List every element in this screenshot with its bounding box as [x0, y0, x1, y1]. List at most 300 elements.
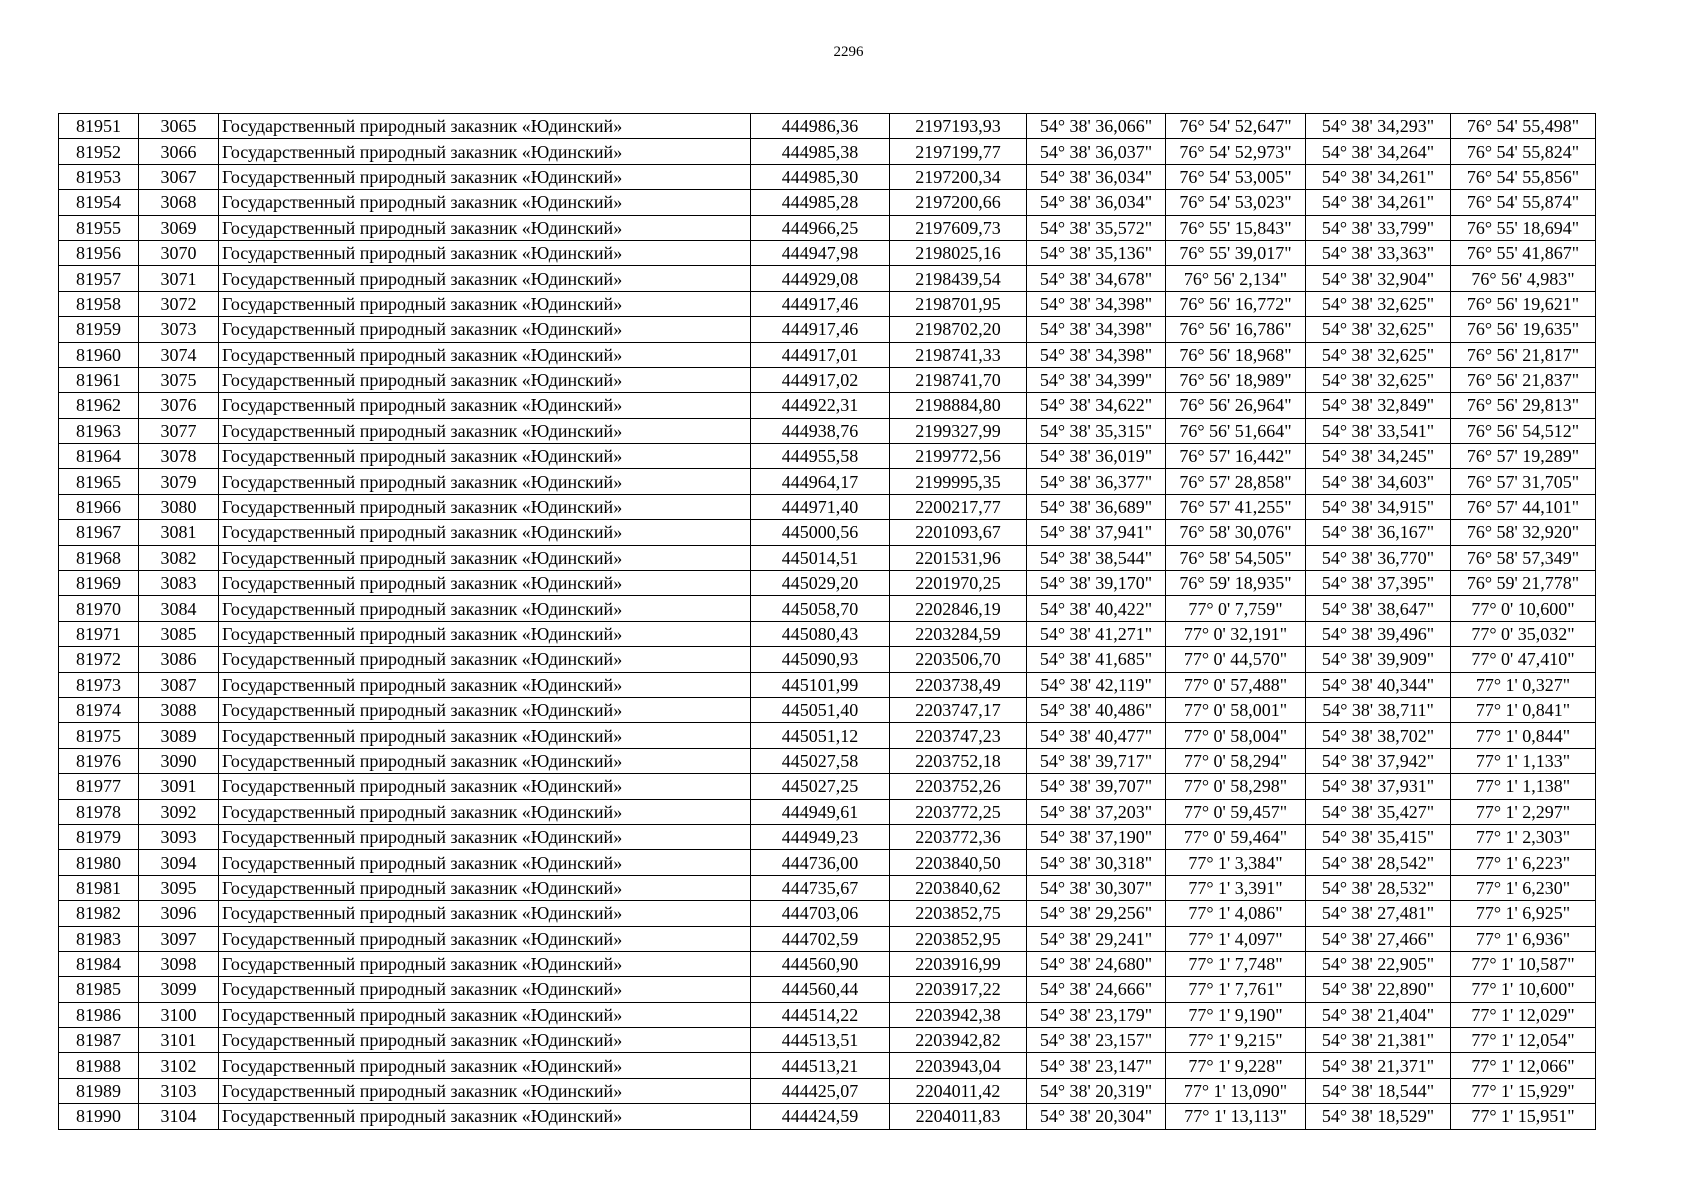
table-row — [59, 444, 1596, 469]
point-number-cell: 3098 — [139, 951, 219, 976]
table-body — [59, 114, 1596, 1130]
y-coordinate-cell: 2203284,59 — [890, 621, 1027, 646]
latitude-cell: 54° 38' 36,034" — [1027, 190, 1166, 215]
longitude-alt-cell: 76° 54' 55,856" — [1451, 164, 1596, 189]
y-coordinate-cell: 2197609,73 — [890, 215, 1027, 240]
y-coordinate-cell: 2199327,99 — [890, 418, 1027, 443]
latitude-alt-cell: 54° 38' 21,404" — [1306, 1002, 1451, 1027]
row-number-cell: 81958 — [59, 291, 139, 316]
longitude-cell: 76° 57' 16,442" — [1166, 444, 1306, 469]
y-coordinate-cell: 2199772,56 — [890, 444, 1027, 469]
latitude-cell: 54° 38' 36,019" — [1027, 444, 1166, 469]
latitude-cell: 54° 38' 24,666" — [1027, 977, 1166, 1002]
longitude-cell: 76° 59' 18,935" — [1166, 571, 1306, 596]
latitude-cell: 54° 38' 35,315" — [1027, 418, 1166, 443]
row-number-cell: 81961 — [59, 367, 139, 392]
latitude-alt-cell: 54° 38' 32,904" — [1306, 266, 1451, 291]
latitude-alt-cell: 54° 38' 34,293" — [1306, 114, 1451, 139]
coordinates-table — [58, 113, 1596, 1130]
longitude-alt-cell: 77° 1' 6,223" — [1451, 850, 1596, 875]
latitude-cell: 54° 38' 36,066" — [1027, 114, 1166, 139]
longitude-cell: 77° 0' 58,294" — [1166, 748, 1306, 773]
point-number-cell: 3103 — [139, 1078, 219, 1103]
point-number-cell: 3071 — [139, 266, 219, 291]
table-row — [59, 571, 1596, 596]
point-number-cell: 3076 — [139, 393, 219, 418]
latitude-cell: 54° 38' 39,717" — [1027, 748, 1166, 773]
x-coordinate-cell: 444560,90 — [751, 951, 890, 976]
table-row — [59, 1002, 1596, 1027]
reserve-name-cell: Государственный природный заказник «Юдинский» — [219, 824, 751, 849]
point-number-cell: 3070 — [139, 240, 219, 265]
longitude-cell: 77° 1' 13,113" — [1166, 1104, 1306, 1129]
latitude-alt-cell: 54° 38' 33,799" — [1306, 215, 1451, 240]
x-coordinate-cell: 444424,59 — [751, 1104, 890, 1129]
reserve-name-cell: Государственный природный заказник «Юдинский» — [219, 215, 751, 240]
point-number-cell: 3066 — [139, 139, 219, 164]
row-number-cell: 81989 — [59, 1078, 139, 1103]
latitude-alt-cell: 54° 38' 32,625" — [1306, 367, 1451, 392]
row-number-cell: 81962 — [59, 393, 139, 418]
y-coordinate-cell: 2198741,33 — [890, 342, 1027, 367]
y-coordinate-cell: 2204011,83 — [890, 1104, 1027, 1129]
reserve-name-cell: Государственный природный заказник «Юдинский» — [219, 139, 751, 164]
reserve-name-cell: Государственный природный заказник «Юдинский» — [219, 164, 751, 189]
longitude-cell: 76° 54' 53,023" — [1166, 190, 1306, 215]
longitude-alt-cell: 76° 57' 31,705" — [1451, 469, 1596, 494]
reserve-name-cell: Государственный природный заказник «Юдинский» — [219, 647, 751, 672]
x-coordinate-cell: 444949,61 — [751, 799, 890, 824]
x-coordinate-cell: 445027,58 — [751, 748, 890, 773]
latitude-alt-cell: 54° 38' 37,942" — [1306, 748, 1451, 773]
x-coordinate-cell: 445080,43 — [751, 621, 890, 646]
y-coordinate-cell: 2203747,17 — [890, 697, 1027, 722]
longitude-cell: 77° 1' 9,215" — [1166, 1028, 1306, 1053]
x-coordinate-cell: 444703,06 — [751, 901, 890, 926]
x-coordinate-cell: 444971,40 — [751, 494, 890, 519]
point-number-cell: 3082 — [139, 545, 219, 570]
longitude-cell: 77° 1' 9,228" — [1166, 1053, 1306, 1078]
row-number-cell: 81981 — [59, 875, 139, 900]
latitude-alt-cell: 54° 38' 34,245" — [1306, 444, 1451, 469]
latitude-alt-cell: 54° 38' 34,915" — [1306, 494, 1451, 519]
longitude-cell: 77° 0' 58,298" — [1166, 774, 1306, 799]
reserve-name-cell: Государственный природный заказник «Юдинский» — [219, 748, 751, 773]
longitude-alt-cell: 77° 1' 6,936" — [1451, 926, 1596, 951]
point-number-cell: 3069 — [139, 215, 219, 240]
point-number-cell: 3101 — [139, 1028, 219, 1053]
point-number-cell: 3099 — [139, 977, 219, 1002]
reserve-name-cell: Государственный природный заказник «Юдинский» — [219, 596, 751, 621]
reserve-name-cell: Государственный природный заказник «Юдинский» — [219, 266, 751, 291]
latitude-cell: 54° 38' 36,037" — [1027, 139, 1166, 164]
latitude-alt-cell: 54° 38' 39,496" — [1306, 621, 1451, 646]
longitude-alt-cell: 77° 1' 0,844" — [1451, 723, 1596, 748]
point-number-cell: 3067 — [139, 164, 219, 189]
row-number-cell: 81978 — [59, 799, 139, 824]
reserve-name-cell: Государственный природный заказник «Юдинский» — [219, 1078, 751, 1103]
x-coordinate-cell: 444985,38 — [751, 139, 890, 164]
longitude-cell: 76° 56' 51,664" — [1166, 418, 1306, 443]
longitude-cell: 77° 1' 9,190" — [1166, 1002, 1306, 1027]
point-number-cell: 3102 — [139, 1053, 219, 1078]
longitude-cell: 76° 54' 53,005" — [1166, 164, 1306, 189]
latitude-cell: 54° 38' 34,622" — [1027, 393, 1166, 418]
y-coordinate-cell: 2203752,18 — [890, 748, 1027, 773]
point-number-cell: 3072 — [139, 291, 219, 316]
longitude-alt-cell: 76° 58' 57,349" — [1451, 545, 1596, 570]
point-number-cell: 3079 — [139, 469, 219, 494]
latitude-cell: 54° 38' 29,241" — [1027, 926, 1166, 951]
latitude-cell: 54° 38' 23,179" — [1027, 1002, 1166, 1027]
x-coordinate-cell: 445051,40 — [751, 697, 890, 722]
y-coordinate-cell: 2198702,20 — [890, 317, 1027, 342]
latitude-cell: 54° 38' 36,377" — [1027, 469, 1166, 494]
y-coordinate-cell: 2198439,54 — [890, 266, 1027, 291]
y-coordinate-cell: 2203772,36 — [890, 824, 1027, 849]
latitude-alt-cell: 54° 38' 18,529" — [1306, 1104, 1451, 1129]
longitude-alt-cell: 76° 59' 21,778" — [1451, 571, 1596, 596]
longitude-alt-cell: 77° 1' 6,230" — [1451, 875, 1596, 900]
point-number-cell: 3093 — [139, 824, 219, 849]
point-number-cell: 3083 — [139, 571, 219, 596]
latitude-cell: 54° 38' 35,136" — [1027, 240, 1166, 265]
table-row — [59, 850, 1596, 875]
reserve-name-cell: Государственный природный заказник «Юдинский» — [219, 342, 751, 367]
table-row — [59, 596, 1596, 621]
latitude-alt-cell: 54° 38' 33,541" — [1306, 418, 1451, 443]
table-row — [59, 824, 1596, 849]
longitude-alt-cell: 76° 55' 18,694" — [1451, 215, 1596, 240]
longitude-cell: 76° 54' 52,973" — [1166, 139, 1306, 164]
table-row — [59, 367, 1596, 392]
longitude-alt-cell: 76° 57' 19,289" — [1451, 444, 1596, 469]
x-coordinate-cell: 445014,51 — [751, 545, 890, 570]
longitude-cell: 77° 0' 32,191" — [1166, 621, 1306, 646]
longitude-alt-cell: 77° 1' 15,929" — [1451, 1078, 1596, 1103]
longitude-cell: 77° 1' 4,086" — [1166, 901, 1306, 926]
point-number-cell: 3065 — [139, 114, 219, 139]
row-number-cell: 81986 — [59, 1002, 139, 1027]
row-number-cell: 81957 — [59, 266, 139, 291]
reserve-name-cell: Государственный природный заказник «Юдинский» — [219, 1053, 751, 1078]
table-row — [59, 494, 1596, 519]
table-row — [59, 748, 1596, 773]
point-number-cell: 3089 — [139, 723, 219, 748]
latitude-alt-cell: 54° 38' 34,264" — [1306, 139, 1451, 164]
y-coordinate-cell: 2204011,42 — [890, 1078, 1027, 1103]
x-coordinate-cell: 444560,44 — [751, 977, 890, 1002]
point-number-cell: 3084 — [139, 596, 219, 621]
latitude-alt-cell: 54° 38' 32,625" — [1306, 291, 1451, 316]
latitude-cell: 54° 38' 37,941" — [1027, 520, 1166, 545]
latitude-alt-cell: 54° 38' 33,363" — [1306, 240, 1451, 265]
latitude-alt-cell: 54° 38' 37,931" — [1306, 774, 1451, 799]
table-row — [59, 926, 1596, 951]
latitude-cell: 54° 38' 42,119" — [1027, 672, 1166, 697]
table-row — [59, 215, 1596, 240]
longitude-alt-cell: 77° 1' 12,054" — [1451, 1028, 1596, 1053]
latitude-cell: 54° 38' 40,422" — [1027, 596, 1166, 621]
y-coordinate-cell: 2198741,70 — [890, 367, 1027, 392]
latitude-alt-cell: 54° 38' 37,395" — [1306, 571, 1451, 596]
latitude-cell: 54° 38' 20,319" — [1027, 1078, 1166, 1103]
longitude-alt-cell: 76° 56' 21,837" — [1451, 367, 1596, 392]
y-coordinate-cell: 2199995,35 — [890, 469, 1027, 494]
y-coordinate-cell: 2203852,95 — [890, 926, 1027, 951]
x-coordinate-cell: 445090,93 — [751, 647, 890, 672]
row-number-cell: 81980 — [59, 850, 139, 875]
reserve-name-cell: Государственный природный заказник «Юдинский» — [219, 317, 751, 342]
table-row — [59, 774, 1596, 799]
longitude-cell: 77° 0' 58,004" — [1166, 723, 1306, 748]
table-row — [59, 951, 1596, 976]
table-row — [59, 469, 1596, 494]
x-coordinate-cell: 444964,17 — [751, 469, 890, 494]
y-coordinate-cell: 2197200,66 — [890, 190, 1027, 215]
row-number-cell: 81990 — [59, 1104, 139, 1129]
table-row — [59, 317, 1596, 342]
longitude-cell: 76° 55' 15,843" — [1166, 215, 1306, 240]
latitude-alt-cell: 54° 38' 28,542" — [1306, 850, 1451, 875]
x-coordinate-cell: 444425,07 — [751, 1078, 890, 1103]
row-number-cell: 81954 — [59, 190, 139, 215]
latitude-alt-cell: 54° 38' 22,890" — [1306, 977, 1451, 1002]
table-row — [59, 1078, 1596, 1103]
point-number-cell: 3094 — [139, 850, 219, 875]
x-coordinate-cell: 444736,00 — [751, 850, 890, 875]
table-row — [59, 114, 1596, 139]
point-number-cell: 3096 — [139, 901, 219, 926]
reserve-name-cell: Государственный природный заказник «Юдинский» — [219, 951, 751, 976]
x-coordinate-cell: 444514,22 — [751, 1002, 890, 1027]
row-number-cell: 81966 — [59, 494, 139, 519]
latitude-alt-cell: 54° 38' 34,261" — [1306, 190, 1451, 215]
row-number-cell: 81960 — [59, 342, 139, 367]
table-row — [59, 1028, 1596, 1053]
reserve-name-cell: Государственный природный заказник «Юдинский» — [219, 850, 751, 875]
longitude-cell: 76° 57' 41,255" — [1166, 494, 1306, 519]
longitude-cell: 77° 0' 7,759" — [1166, 596, 1306, 621]
y-coordinate-cell: 2198701,95 — [890, 291, 1027, 316]
y-coordinate-cell: 2203840,62 — [890, 875, 1027, 900]
y-coordinate-cell: 2197200,34 — [890, 164, 1027, 189]
latitude-cell: 54° 38' 30,318" — [1027, 850, 1166, 875]
row-number-cell: 81972 — [59, 647, 139, 672]
row-number-cell: 81965 — [59, 469, 139, 494]
longitude-alt-cell: 76° 54' 55,498" — [1451, 114, 1596, 139]
x-coordinate-cell: 445027,25 — [751, 774, 890, 799]
latitude-cell: 54° 38' 30,307" — [1027, 875, 1166, 900]
x-coordinate-cell: 444966,25 — [751, 215, 890, 240]
longitude-alt-cell: 76° 56' 4,983" — [1451, 266, 1596, 291]
longitude-alt-cell: 77° 1' 10,600" — [1451, 977, 1596, 1002]
reserve-name-cell: Государственный природный заказник «Юдинский» — [219, 393, 751, 418]
longitude-alt-cell: 76° 54' 55,874" — [1451, 190, 1596, 215]
row-number-cell: 81959 — [59, 317, 139, 342]
latitude-alt-cell: 54° 38' 27,481" — [1306, 901, 1451, 926]
longitude-alt-cell: 77° 0' 35,032" — [1451, 621, 1596, 646]
point-number-cell: 3086 — [139, 647, 219, 672]
longitude-alt-cell: 77° 1' 10,587" — [1451, 951, 1596, 976]
row-number-cell: 81976 — [59, 748, 139, 773]
point-number-cell: 3097 — [139, 926, 219, 951]
x-coordinate-cell: 444735,67 — [751, 875, 890, 900]
point-number-cell: 3087 — [139, 672, 219, 697]
x-coordinate-cell: 444917,02 — [751, 367, 890, 392]
table-row — [59, 901, 1596, 926]
y-coordinate-cell: 2198025,16 — [890, 240, 1027, 265]
latitude-cell: 54° 38' 34,398" — [1027, 342, 1166, 367]
y-coordinate-cell: 2203852,75 — [890, 901, 1027, 926]
longitude-cell: 76° 58' 30,076" — [1166, 520, 1306, 545]
x-coordinate-cell: 444922,31 — [751, 393, 890, 418]
y-coordinate-cell: 2203752,26 — [890, 774, 1027, 799]
point-number-cell: 3080 — [139, 494, 219, 519]
latitude-cell: 54° 38' 35,572" — [1027, 215, 1166, 240]
table-row — [59, 393, 1596, 418]
latitude-alt-cell: 54° 38' 34,603" — [1306, 469, 1451, 494]
reserve-name-cell: Государственный природный заказник «Юдинский» — [219, 1002, 751, 1027]
x-coordinate-cell: 444955,58 — [751, 444, 890, 469]
table-row — [59, 139, 1596, 164]
reserve-name-cell: Государственный природный заказник «Юдинский» — [219, 418, 751, 443]
reserve-name-cell: Государственный природный заказник «Юдинский» — [219, 520, 751, 545]
longitude-alt-cell: 77° 1' 15,951" — [1451, 1104, 1596, 1129]
longitude-alt-cell: 77° 1' 0,841" — [1451, 697, 1596, 722]
longitude-cell: 77° 0' 44,570" — [1166, 647, 1306, 672]
row-number-cell: 81968 — [59, 545, 139, 570]
longitude-alt-cell: 77° 0' 10,600" — [1451, 596, 1596, 621]
latitude-alt-cell: 54° 38' 22,905" — [1306, 951, 1451, 976]
row-number-cell: 81982 — [59, 901, 139, 926]
latitude-alt-cell: 54° 38' 21,381" — [1306, 1028, 1451, 1053]
reserve-name-cell: Государственный природный заказник «Юдинский» — [219, 774, 751, 799]
table-row — [59, 291, 1596, 316]
latitude-cell: 54° 38' 37,203" — [1027, 799, 1166, 824]
latitude-alt-cell: 54° 38' 32,625" — [1306, 317, 1451, 342]
latitude-cell: 54° 38' 34,398" — [1027, 291, 1166, 316]
longitude-alt-cell: 77° 1' 6,925" — [1451, 901, 1596, 926]
row-number-cell: 81979 — [59, 824, 139, 849]
latitude-cell: 54° 38' 36,689" — [1027, 494, 1166, 519]
latitude-cell: 54° 38' 36,034" — [1027, 164, 1166, 189]
longitude-cell: 77° 0' 58,001" — [1166, 697, 1306, 722]
longitude-alt-cell: 76° 55' 41,867" — [1451, 240, 1596, 265]
table-row — [59, 672, 1596, 697]
row-number-cell: 81970 — [59, 596, 139, 621]
x-coordinate-cell: 444986,36 — [751, 114, 890, 139]
page-number: 2296 — [833, 44, 864, 60]
point-number-cell: 3085 — [139, 621, 219, 646]
longitude-cell: 76° 56' 16,786" — [1166, 317, 1306, 342]
y-coordinate-cell: 2203772,25 — [890, 799, 1027, 824]
table-row — [59, 520, 1596, 545]
latitude-cell: 54° 38' 34,678" — [1027, 266, 1166, 291]
y-coordinate-cell: 2203943,04 — [890, 1053, 1027, 1078]
row-number-cell: 81985 — [59, 977, 139, 1002]
x-coordinate-cell: 445029,20 — [751, 571, 890, 596]
longitude-alt-cell: 76° 56' 54,512" — [1451, 418, 1596, 443]
latitude-alt-cell: 54° 38' 40,344" — [1306, 672, 1451, 697]
y-coordinate-cell: 2197193,93 — [890, 114, 1027, 139]
longitude-cell: 76° 54' 52,647" — [1166, 114, 1306, 139]
point-number-cell: 3104 — [139, 1104, 219, 1129]
x-coordinate-cell: 445058,70 — [751, 596, 890, 621]
reserve-name-cell: Государственный природный заказник «Юдинский» — [219, 545, 751, 570]
y-coordinate-cell: 2203506,70 — [890, 647, 1027, 672]
reserve-name-cell: Государственный природный заказник «Юдинский» — [219, 469, 751, 494]
reserve-name-cell: Государственный природный заказник «Юдинский» — [219, 723, 751, 748]
longitude-cell: 76° 58' 54,505" — [1166, 545, 1306, 570]
y-coordinate-cell: 2203840,50 — [890, 850, 1027, 875]
x-coordinate-cell: 444917,01 — [751, 342, 890, 367]
x-coordinate-cell: 444702,59 — [751, 926, 890, 951]
reserve-name-cell: Государственный природный заказник «Юдинский» — [219, 697, 751, 722]
latitude-alt-cell: 54° 38' 21,371" — [1306, 1053, 1451, 1078]
y-coordinate-cell: 2203738,49 — [890, 672, 1027, 697]
point-number-cell: 3078 — [139, 444, 219, 469]
table-row — [59, 190, 1596, 215]
reserve-name-cell: Государственный природный заказник «Юдинский» — [219, 799, 751, 824]
row-number-cell: 81977 — [59, 774, 139, 799]
table-row — [59, 647, 1596, 672]
row-number-cell: 81973 — [59, 672, 139, 697]
x-coordinate-cell: 444917,46 — [751, 291, 890, 316]
reserve-name-cell: Государственный природный заказник «Юдинский» — [219, 1104, 751, 1129]
latitude-cell: 54° 38' 24,680" — [1027, 951, 1166, 976]
longitude-alt-cell: 77° 1' 0,327" — [1451, 672, 1596, 697]
longitude-cell: 76° 56' 18,989" — [1166, 367, 1306, 392]
reserve-name-cell: Государственный природный заказник «Юдинский» — [219, 672, 751, 697]
longitude-cell: 77° 1' 7,761" — [1166, 977, 1306, 1002]
x-coordinate-cell: 444938,76 — [751, 418, 890, 443]
latitude-cell: 54° 38' 34,398" — [1027, 317, 1166, 342]
latitude-cell: 54° 38' 40,477" — [1027, 723, 1166, 748]
point-number-cell: 3100 — [139, 1002, 219, 1027]
reserve-name-cell: Государственный природный заказник «Юдинский» — [219, 494, 751, 519]
y-coordinate-cell: 2201970,25 — [890, 571, 1027, 596]
longitude-cell: 76° 56' 16,772" — [1166, 291, 1306, 316]
longitude-alt-cell: 76° 57' 44,101" — [1451, 494, 1596, 519]
longitude-cell: 76° 56' 26,964" — [1166, 393, 1306, 418]
latitude-alt-cell: 54° 38' 18,544" — [1306, 1078, 1451, 1103]
table-row — [59, 164, 1596, 189]
x-coordinate-cell: 445000,56 — [751, 520, 890, 545]
row-number-cell: 81963 — [59, 418, 139, 443]
latitude-alt-cell: 54° 38' 28,532" — [1306, 875, 1451, 900]
row-number-cell: 81967 — [59, 520, 139, 545]
longitude-alt-cell: 76° 56' 29,813" — [1451, 393, 1596, 418]
table-row — [59, 342, 1596, 367]
row-number-cell: 81975 — [59, 723, 139, 748]
table-row — [59, 799, 1596, 824]
point-number-cell: 3081 — [139, 520, 219, 545]
latitude-alt-cell: 54° 38' 34,261" — [1306, 164, 1451, 189]
y-coordinate-cell: 2203917,22 — [890, 977, 1027, 1002]
longitude-alt-cell: 76° 54' 55,824" — [1451, 139, 1596, 164]
point-number-cell: 3075 — [139, 367, 219, 392]
y-coordinate-cell: 2201531,96 — [890, 545, 1027, 570]
row-number-cell: 81969 — [59, 571, 139, 596]
latitude-alt-cell: 54° 38' 35,415" — [1306, 824, 1451, 849]
point-number-cell: 3095 — [139, 875, 219, 900]
longitude-cell: 77° 1' 3,384" — [1166, 850, 1306, 875]
table-row — [59, 697, 1596, 722]
reserve-name-cell: Государственный природный заказник «Юдинский» — [219, 1028, 751, 1053]
longitude-alt-cell: 77° 1' 12,066" — [1451, 1053, 1596, 1078]
reserve-name-cell: Государственный природный заказник «Юдинский» — [219, 444, 751, 469]
